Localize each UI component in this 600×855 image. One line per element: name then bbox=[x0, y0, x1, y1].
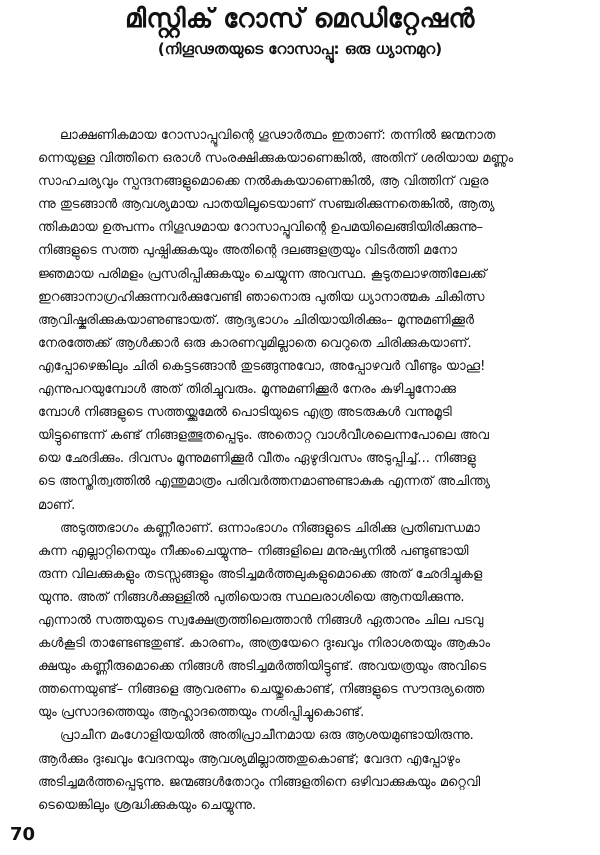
text-line: അടിച്ചമർത്തപ്പെടുന്നു. ജന്മങ്ങൾതോറും നിങ്ങളതിനെ ഒഴിവാക്കുകയും മറ്റെവി bbox=[38, 774, 481, 790]
body-text bbox=[38, 124, 572, 817]
text-line: ക്ഷയും കണ്ണീരുമൊക്കെ നിങ്ങൾ അടിച്ചമർത്തിയിട്ടുണ്ട്. അവയത്രയും അവിടെ bbox=[38, 659, 487, 675]
text-line: ടെ അസ്തിത്വത്തിൽ എന്തുമാത്രം പരിവർത്തനമാണുണ്ടാകുക എന്നത് അചിന്ത്യ bbox=[38, 474, 490, 490]
text-line: പ്രാചീന മംഗോളിയയിൽ അതിപ്രാചീനമായ ഒരു ആശയമുണ്ടായിരുന്നു. bbox=[60, 728, 474, 744]
page-title: മിസ്റ്റിക് റോസ് മെഡിറ്റേഷൻ bbox=[125, 4, 475, 34]
text-line: ആർക്കും ദുഃഖവും വേദനയും ആവശ്യമില്ലാത്തതുകൊണ്ട്; വേദന എപ്പോഴും bbox=[38, 751, 460, 767]
text-line: എന്നുപറയുമ്പോൾ അത് തിരിച്ചുവരും. മൂന്നുമണിക്കൂർ നേരം കുഴിച്ചുനോക്കു bbox=[38, 382, 456, 398]
text-line: അടുത്തഭാഗം കണ്ണീരാണ്. ഒന്നാംഭാഗം നിങ്ങളുടെ ചിരിക്കു പ്രതിബന്ധമാ bbox=[60, 520, 480, 536]
text-line: ജ്ഞമായ പരിമളം പ്രസരിപ്പിക്കുകയും ചെയ്യുന്ന അവസ്ഥ. കൂടുതലാഴത്തിലേക്ക് bbox=[38, 266, 487, 282]
text-line: കുന്ന എല്ലാറ്റിനെയും നീക്കംചെയ്യുന്നു– നിങ്ങളിലെ മനുഷ്യനിൽ പണ്ടുണ്ടായി bbox=[38, 543, 469, 559]
paragraph bbox=[38, 124, 572, 517]
text-line: ആവിഷ്കരിക്കുകയാണുണ്ടായത്. ആദ്യഭാഗം ചിരിയായിരിക്കും– മൂന്നുമണിക്കൂർ bbox=[38, 312, 475, 328]
text-line: മാണ്. bbox=[38, 497, 76, 513]
text-line: ന്നെയുള്ള വിത്തിനെ ഒരാൾ സംരക്ഷിക്കുകയാണെങ്കിൽ, അതിന് ശരിയായ മണ്ണും bbox=[38, 151, 514, 167]
text-line: നേരത്തേക്ക് ആൾക്കാർ ഒരു കാരണവുമില്ലാതെ വെറുതെ ചിരിക്കുകയാണ്. bbox=[38, 335, 472, 351]
text-line: സാഹചര്യവും സ്പന്ദനങ്ങളുമൊക്കെ നൽകുകയാണെങ്കിൽ, ആ വിത്തിന് വളര bbox=[38, 174, 489, 190]
text-line: യുന്നു. അത് നിങ്ങൾക്കുള്ളിൽ പുതിയൊരു സ്ഥലരാശിയെ ആനയിക്കുന്നു. bbox=[38, 589, 465, 605]
text-line: ന്നു തുടങ്ങാൻ ആവശ്യമായ പാതയിലൂടെയാണ് സഞ്ചരിക്കുന്നതെങ്കിൽ, ആത്യ bbox=[38, 197, 495, 213]
paragraph bbox=[38, 517, 572, 725]
text-line: ന്തികമായ ഉത്പന്നം നിഗൂഢമായ റോസാപ്പൂവിന്റെ ഉപമയിലെങ്ങിയിരിക്കുന്നു– bbox=[38, 220, 484, 236]
text-line: ത്തന്നെയുണ്ട്– നിങ്ങളെ ആവരണം ചെയ്തുകൊണ്ട്, നിങ്ങളുടെ സൗന്ദര്യത്തെ bbox=[38, 682, 485, 698]
paragraph bbox=[38, 724, 572, 816]
text-line: യിട്ടുണ്ടെന്ന് കണ്ട് നിങ്ങളത്ഭുതപ്പെടും. അതൊറ്റ വാൾവീശലെന്നപോലെ അവ bbox=[38, 428, 489, 444]
text-line: രുന്ന വിലക്കുകളും തടസ്സങ്ങളും അടിച്ചമർത്തലുകളുമൊക്കെ അത് ഛേദിച്ചുകള bbox=[38, 566, 483, 582]
page-subtitle: (നിഗൂഢതയുടെ റോസാപ്പൂ: ഒരു ധ്യാനമുറ) bbox=[157, 40, 443, 58]
text-line: യെ ഛേദിക്കും. ദിവസം മൂന്നുമണിക്കൂർ വീതം ഏഴുദിവസം അടുപ്പിച്ച്... നിങ്ങളു bbox=[38, 451, 476, 467]
text-line: മ്പോൾ നിങ്ങളുടെ സത്തയ്ക്കുമേൽ പൊടിയുടെ എത്ര അടരുകൾ വന്നുമൂടി bbox=[38, 405, 452, 421]
text-line: എപ്പോഴെങ്കിലും ചിരി കെട്ടടങ്ങാൻ തുടങ്ങുന്നുവോ, അപ്പോഴവർ വീണ്ടും യാഹൂ! bbox=[38, 358, 486, 374]
text-line: നിങ്ങളുടെ സത്ത പുഷ്പിക്കുകയും അതിന്റെ ദലങ്ങളത്രയും വിടർത്തി മനോ bbox=[38, 243, 457, 259]
text-line: ടെയെങ്കിലും ശ്രദ്ധിക്കുകയും ചെയ്യുന്നു. bbox=[38, 797, 257, 813]
text-line: എന്നാൽ സത്തയുടെ സ്വക്ഷേത്രത്തിലെത്താൻ നിങ്ങൾ ഏതാനും ചില പടവു bbox=[38, 612, 484, 628]
text-line: കൾകൂടി താണ്ടേണ്ടതുണ്ട്. കാരണം, അത്രയേറെ ദുഃഖവും നിരാശതയും ആകാം bbox=[38, 636, 491, 652]
text-line: യും പ്രസാദത്തെയും ആഹ്ലാദത്തെയും നശിപ്പിച്ചുകൊണ്ട്. bbox=[38, 705, 365, 721]
page-number: 70 bbox=[10, 824, 36, 845]
text-line: ലാക്ഷണികമായ റോസാപ്പൂവിന്റെ ഗൂഢാർത്ഥം ഇതാണ്: തന്നിൽ ജന്മനാത bbox=[60, 128, 496, 143]
text-line: ഇറങ്ങാനാഗ്രഹിക്കുന്നവർക്കുവേണ്ടി ഞാനൊരു പുതിയ ധ്യാനാത്മക ചികിത്സ bbox=[38, 289, 485, 305]
